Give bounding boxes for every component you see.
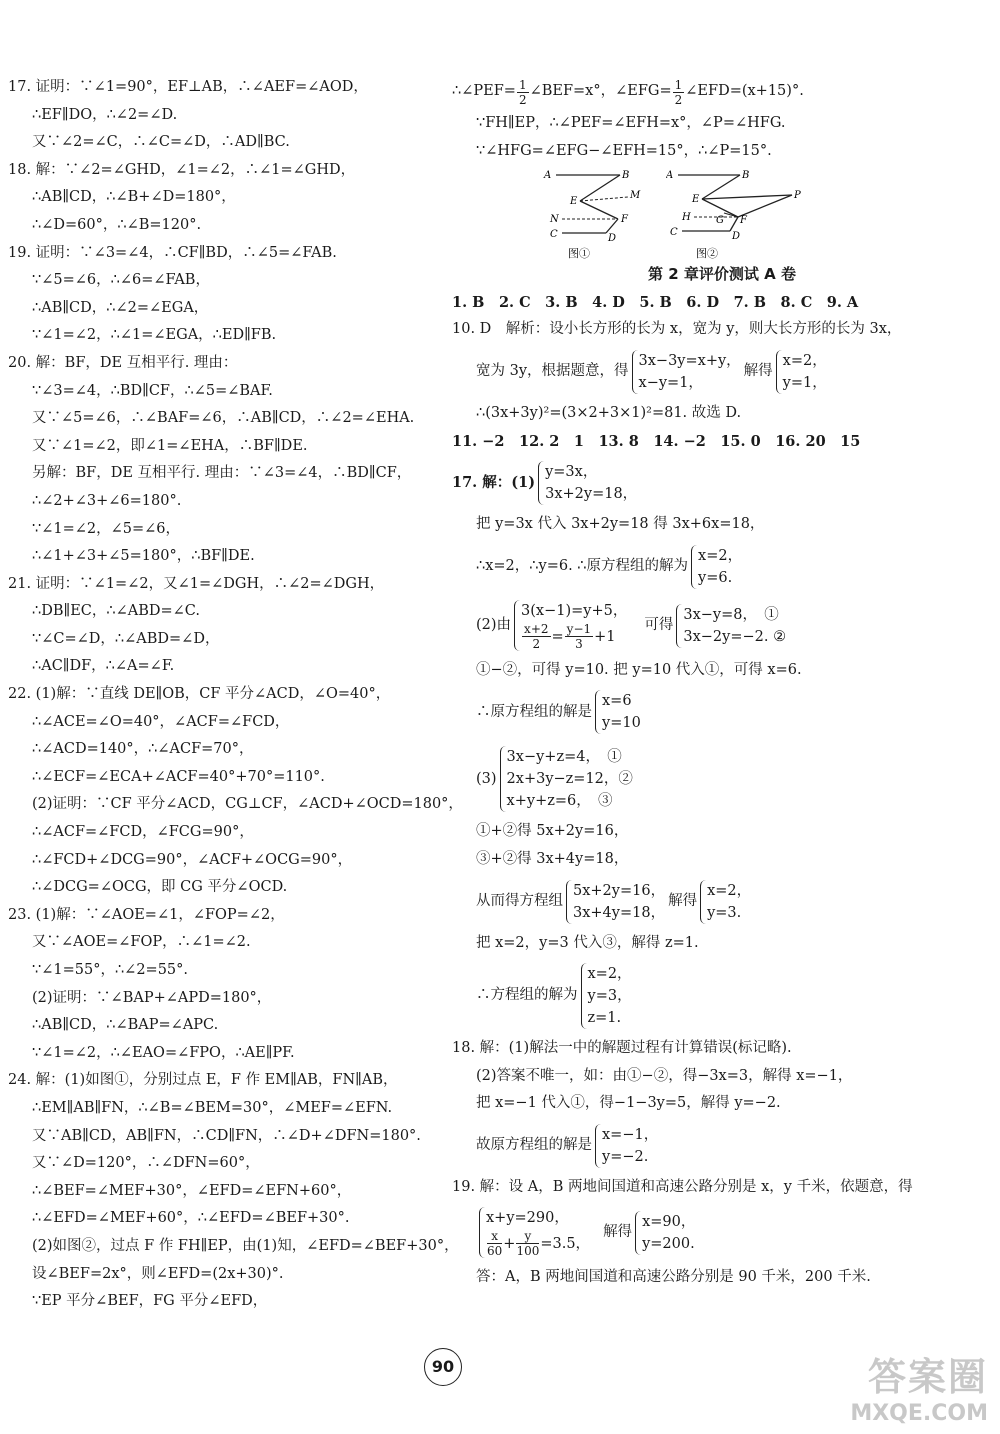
answer-line: ∴AC∥DF，∴∠A=∠F. — [32, 658, 175, 675]
text-line: ∴(3x+3y)²=(3×2+3×1)²=81. 故选 D. — [476, 404, 742, 421]
question-22-heading: 22. (1)解：∵直线 DE∥OB，CF 平分∠ACD，∠O=40°， — [8, 686, 391, 703]
q17-system3b: 从而得方程组 5x+2y=16， 3x+4y=18， 解得 x=2， y=3. — [452, 874, 992, 930]
question-17-heading: 17. 证明：∵∠1=90°，EF⊥AB，∴∠AEF=∠AOD， — [8, 79, 368, 95]
figure-2 — [666, 165, 816, 261]
solution-system: x=2， y=1， — [776, 350, 827, 394]
fig1-label: A — [544, 170, 552, 182]
answer-line: ∴EM∥AB∥FN，∴∠B=∠BEM=30°，∠MEF=∠EFN. — [32, 1099, 393, 1116]
answer-line: ∴AB∥CD，∴∠B+∠D=180°， — [32, 189, 236, 206]
answer-line: ∵∠1=55°，∴∠2=55°. — [32, 962, 189, 978]
text-line: ∵FH∥EP，∴∠PEF=∠EFH=x°，∠P=∠HFG. — [476, 115, 786, 131]
answer-line: ∵∠3=∠4，∴BD∥CF，∴∠5=∠BAF. — [32, 382, 273, 399]
fraction-half: $\frac{1}{2}$ — [518, 77, 527, 107]
answer-line: ∴∠ECF=∠ECA+∠ACF=40°+70°=110°. — [32, 768, 325, 785]
text-line: 把 y=3x 代入 3x+2y=18 得 3x+6x=18， — [476, 516, 765, 533]
answer-line: 又∵∠D=120°，∴∠DFN=60°， — [32, 1155, 260, 1172]
multiple-choice-answers: 1. B 2. C 3. B 4. D 5. B 6. D 7. B 8. C 9. A — [452, 293, 859, 311]
q19-system: x+y=290， $\frac{x}{60}$ + $\frac{y}{100}$ =3.5， 解得 x=90， y=200. — [452, 1202, 992, 1264]
watermark — [850, 1346, 988, 1426]
fraction-half: $\frac{1}{2}$ — [674, 77, 683, 107]
answer-line: ∴AB∥CD，∴∠BAP=∠APC. — [32, 1017, 219, 1034]
fig2-label: A — [666, 170, 674, 182]
text-line: 答：A，B 两地间国道和高速公路分别是 90 千米，200 千米. — [476, 1268, 871, 1285]
answer-line: 又∵∠2=∠C，∴∠C=∠D，∴AD∥BC. — [32, 134, 290, 151]
question-24-heading: 24. 解：(1)如图①，分别过点 E，F 作 EM∥AB，FN∥AB， — [8, 1072, 398, 1089]
answer-line: ∴∠2+∠3+∠6=180°. — [32, 492, 182, 509]
answer-line: 另解：BF，DE 互相平行. 理由：∵∠3=∠4，∴BD∥CF， — [32, 465, 412, 482]
left-column — [8, 74, 478, 1316]
answer-line: ∴∠DCG=∠OCG，即 CG 平分∠OCD. — [32, 879, 288, 896]
fig1-line-fd — [606, 219, 618, 233]
answer-line: ∴EF∥DO，∴∠2=∠D. — [32, 106, 178, 123]
answer-line: ∵EP 平分∠BEF，FG 平分∠EFD， — [32, 1293, 268, 1310]
equation-system: 5x+2y=16， 3x+4y=18， — [566, 880, 665, 924]
fig2-label: P — [794, 190, 801, 202]
text-line: ①−②，可得 y=10. 把 y=10 代入①，可得 x=6. — [476, 661, 802, 678]
text-line: ①+②得 5x+2y=16， — [476, 823, 629, 840]
fig2-label: G — [716, 215, 724, 227]
q17-part2: (2)由 3(x−1)=y+5， $\frac{x+2}{2}$ = $\frac{y-1}{3}$ +1 可得 3x−y=8， ① 3x−2y=−2. ② — [452, 595, 992, 657]
fig1-caption: 图① — [568, 247, 590, 261]
answer-line: ∴∠BEF=∠MEF+30°，∠EFD=∠EFN+60°， — [32, 1182, 352, 1199]
question-23-heading: 23. (1)解：∵∠AOE=∠1，∠FOP=∠2， — [8, 906, 285, 923]
fig1-label: M — [630, 190, 641, 202]
fig2-label: D — [732, 231, 741, 243]
question-20-heading: 20. 解：BF，DE 互相平行. 理由： — [8, 354, 238, 371]
fig1-label: B — [622, 170, 630, 182]
watermark-logo-text: 答案圈 — [867, 1355, 988, 1399]
fig2-label: E — [692, 194, 700, 206]
equation-system: x+y=290， $\frac{x}{60}$ + $\frac{y}{100}$ =3.5， — [479, 1207, 590, 1258]
text-line: 把 x=2，y=3 代入③，解得 z=1. — [476, 934, 699, 951]
answer-line: 又∵AB∥CD，AB∥FN，∴CD∥FN，∴∠D+∠DFN=180°. — [32, 1127, 421, 1144]
answer-line: ∵∠C=∠D，∴∠ABD=∠D， — [32, 630, 220, 647]
fig2-line-be — [702, 175, 740, 199]
fig1-label: E — [570, 196, 578, 208]
q19-line: 19. 解：设 A，B 两地间国道和高速公路分别是 x，y 千米，依题意，得 — [452, 1178, 913, 1195]
text-line: ∵∠HFG=∠EFG−∠EFH=15°，∴∠P=15°. — [476, 142, 772, 159]
answer-line: ∴∠EFD=∠MEF+60°，∴∠EFD=∠BEF+30°. — [32, 1210, 350, 1227]
fig2-line-ep — [702, 195, 792, 199]
fig2-caption: 图② — [696, 247, 718, 261]
equation-system: 3(x−1)=y+5， $\frac{x+2}{2}$ = $\frac{y-1}{3}$ +1 — [514, 600, 627, 651]
answer-line: 又∵∠5=∠6，∴∠BAF=∠6，∴AB∥CD，∴∠2=∠EHA. — [32, 410, 415, 427]
fig2-label: H — [682, 212, 691, 224]
answer-line: ∵∠1=∠2，∴∠EAO=∠FPO，∴AE∥PF. — [32, 1044, 295, 1061]
question-19-heading: 19. 证明：∵∠3=∠4，∴CF∥BD，∴∠5=∠FAB. — [8, 244, 337, 261]
solution-system: x=−1， y=−2. — [595, 1124, 658, 1168]
answer-line: 又∵∠1=∠2，即∠1=∠EHA，∴BF∥DE. — [32, 437, 308, 454]
figure-1 — [540, 165, 650, 261]
fill-in-answers: 11. −2 12. 2 1 13. 8 14. −2 15. 0 16. 20 15 — [452, 432, 861, 450]
fig2-line-fd — [730, 217, 738, 231]
answer-line: ∴∠1+∠3+∠5=180°，∴BF∥DE. — [32, 548, 255, 565]
fig1-line-ef — [580, 201, 618, 219]
answer-line: (2)如图②，过点 F 作 FH∥EP，由(1)知，∠EFD=∠BEF+30°， — [32, 1237, 459, 1254]
answer-line: ∴DB∥EC，∴∠ABD=∠C. — [32, 603, 200, 620]
fig2-label: C — [670, 227, 678, 239]
equation-system: 3x−y+z=4， ① 2x+3y−z=12，② x+y+z=6， ③ — [500, 746, 633, 812]
equation-system: 3x−3y=x+y， x−y=1， — [632, 350, 741, 394]
page-number: 90 — [424, 1348, 462, 1386]
fig2-label: F — [740, 215, 747, 227]
answer-line: (2)证明：∵∠BAP+∠APD=180°， — [32, 989, 272, 1006]
equation-system: 3x−y=8， ① 3x−2y=−2. ② — [676, 604, 786, 648]
text-line: ③+②得 3x+4y=18， — [476, 850, 629, 867]
equation-system: y=3x， 3x+2y=18， — [538, 461, 637, 505]
text-line: 把 x=−1 代入①，得−1−3y=5，解得 y=−2. — [476, 1095, 781, 1112]
fig1-label: D — [608, 233, 617, 245]
question-21-heading: 21. 证明：∵∠1=∠2，又∠1=∠DGH，∴∠2=∠DGH， — [8, 575, 385, 592]
q18-line: 18. 解：(1)解法一中的解题过程有计算错误(标记略). — [452, 1040, 792, 1057]
solution-system: x=2， y=3. — [700, 880, 751, 924]
q17-part3: (3) 3x−y+z=4， ① 2x+3y−z=12，② x+y+z=6， ③ — [452, 740, 992, 818]
answer-line: ∵∠1=∠2，∴∠1=∠EGA，∴ED∥FB. — [32, 327, 277, 344]
section-title: 第 2 章评价测试 A 卷 — [648, 265, 796, 284]
answer-line: ∴∠ACF=∠FCD，∠FCG=90°， — [32, 824, 254, 841]
q17-solution2: ∴原方程组的解是 x=6 y=10 — [452, 684, 992, 740]
solution-system: x=2， y=6. — [691, 545, 742, 589]
answer-line: ∴AB∥CD，∴∠2=∠EGA， — [32, 299, 209, 316]
fig2-line-fp — [738, 195, 792, 217]
q17-part1: 17. 解：(1) y=3x， 3x+2y=18， — [452, 455, 992, 511]
solution-system: x=6 y=10 — [595, 690, 641, 734]
answer-line: ∴∠ACD=140°，∴∠ACF=70°， — [32, 741, 254, 758]
q10-line: 10. D 解析：设小长方形的长为 x，宽为 y，则大长方形的长为 3x， — [452, 321, 902, 338]
answer-line: ∴∠D=60°，∴∠B=120°. — [32, 216, 202, 233]
fig2-label: B — [742, 170, 750, 182]
answer-line: ∵∠1=∠2，∠5=∠6， — [32, 520, 181, 537]
fig1-label: F — [621, 214, 628, 226]
answer-line: ∵∠5=∠6，∴∠6=∠FAB， — [32, 272, 210, 289]
answer-line: ∴∠FCD+∠DCG=90°，∠ACF+∠OCG=90°， — [32, 851, 353, 868]
q17-solution1: ∴x=2，∴y=6. ∴原方程组的解为 x=2， y=6. — [452, 539, 992, 595]
answer-line: 设∠BEF=2x°，则∠EFD=(2x+30)°. — [32, 1265, 284, 1282]
q17-solution3: ∴方程组的解为 x=2， y=3， z=1. — [452, 957, 992, 1035]
q18-solution: 故原方程组的解是 x=−1， y=−2. — [452, 1118, 992, 1174]
question-18-heading: 18. 解：∵∠2=∠GHD，∠1=∠2，∴∠1=∠GHD， — [8, 161, 356, 178]
solution-system: x=90， y=200. — [635, 1211, 695, 1255]
fig1-line-em — [580, 197, 628, 201]
q10-system: 宽为 3y，根据题意，得 3x−3y=x+y， x−y=1， 解得 x=2， y=1， — [452, 344, 992, 400]
pef-line: ∴∠PEF= $\frac{1}{2}$ ∠BEF=x°，∠EFG= $\frac{1}{2}$ ∠EFD=(x+15)°. — [452, 77, 804, 107]
text-line: (2)答案不唯一，如：由①−②，得−3x=3，解得 x=−1， — [476, 1067, 853, 1084]
right-column — [452, 74, 992, 1291]
watermark-url: MXQE.COM — [850, 1401, 988, 1426]
answer-line: ∴∠ACE=∠O=40°，∠ACF=∠FCD， — [32, 713, 290, 730]
solution-system: x=2， y=3， z=1. — [581, 963, 632, 1029]
answer-line: 又∵∠AOE=∠FOP，∴∠1=∠2. — [32, 934, 251, 951]
fig1-label: N — [550, 214, 559, 226]
answer-line: (2)证明：∵CF 平分∠ACD，CG⊥CF，∠ACD+∠OCD=180°， — [32, 796, 463, 813]
figures — [452, 165, 992, 261]
fig1-label: C — [550, 229, 558, 241]
fig1-line-be — [580, 175, 620, 201]
